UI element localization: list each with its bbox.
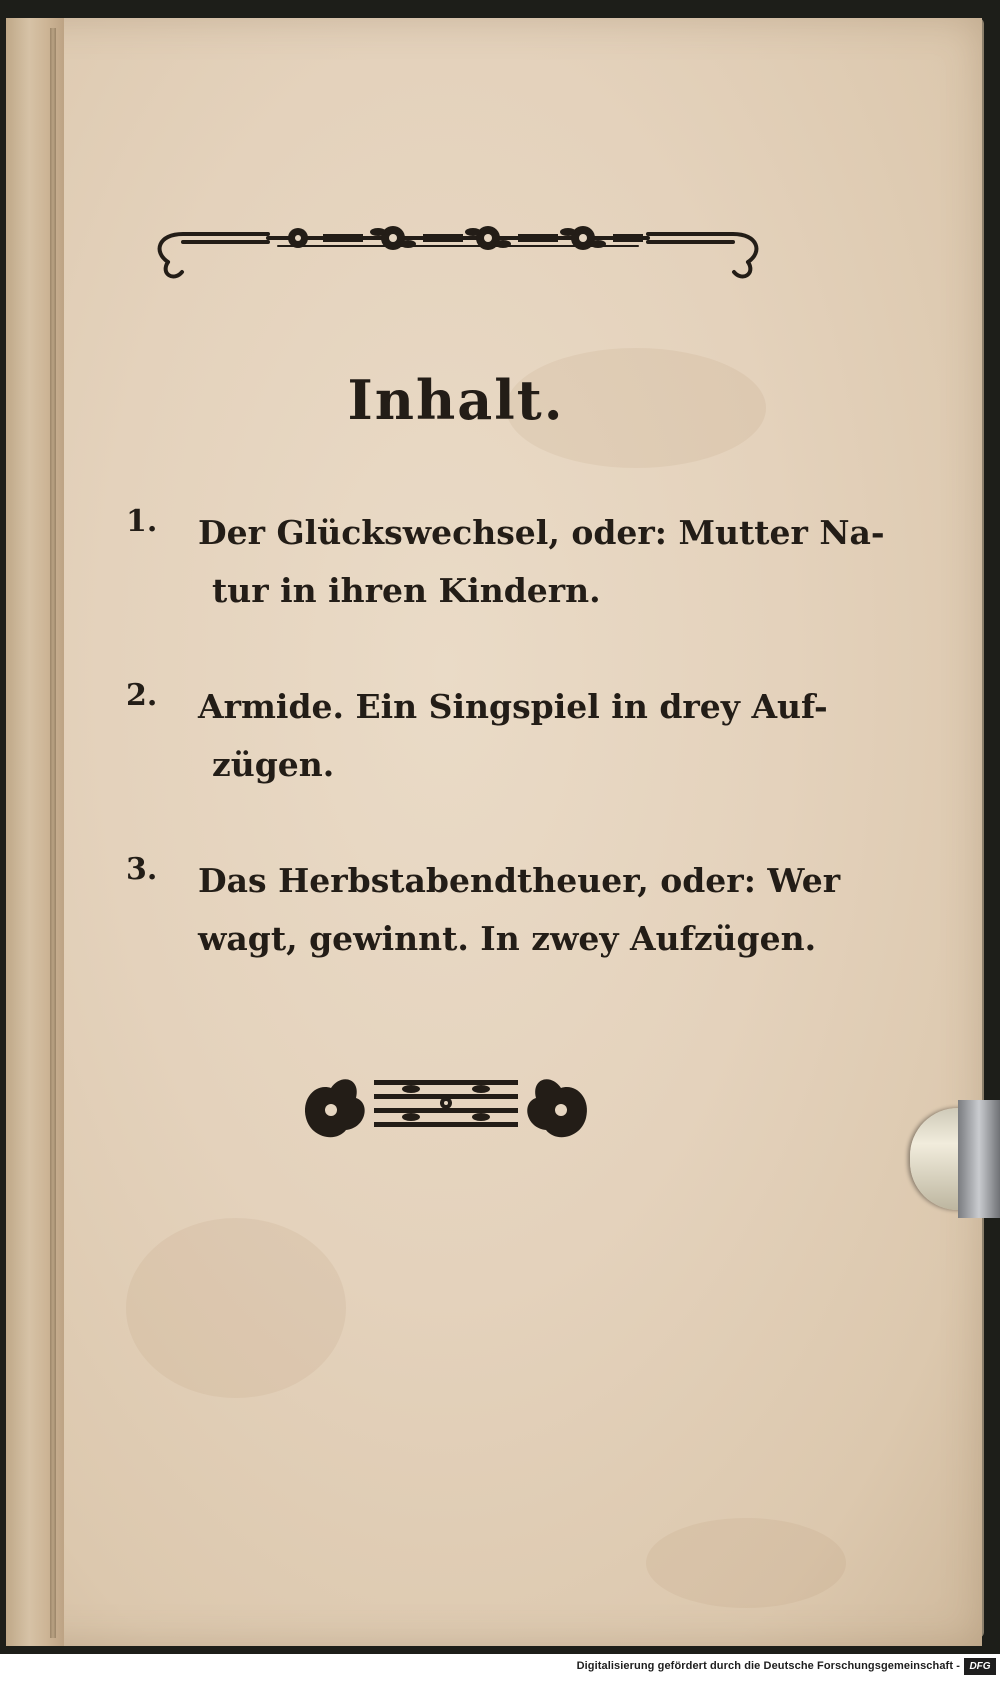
toc-entry-number: 3. [126, 852, 158, 887]
toc-entry-text [198, 504, 885, 620]
toc-entry-number: 2. [126, 678, 158, 713]
page-title: Inhalt. [347, 368, 565, 432]
toc-entry-text [198, 852, 841, 968]
paper-stain [126, 1218, 346, 1398]
toc-entry-text [198, 678, 828, 794]
scroll-vignette-ornament [148, 222, 768, 292]
toc-entry [126, 852, 841, 968]
toc-entry-line: Armide. Ein Singspiel in drey Auf- [198, 687, 828, 726]
binding-fold-line [50, 28, 56, 1638]
toc-entry [126, 504, 885, 620]
toc-entry-line: Das Herbstabendtheuer, oder: Wer [198, 861, 841, 900]
toc-entry-line: zügen. [212, 745, 335, 784]
toc-entry-line: wagt, gewinnt. In zwey Aufzügen. [198, 919, 817, 958]
toc-entry [126, 678, 828, 794]
toc-entry-number: 1. [126, 504, 158, 539]
book-page [6, 18, 982, 1646]
scan-footer [0, 1654, 1000, 1681]
toc-entry-line: Der Glückswechsel, oder: Mutter Na- [198, 513, 885, 552]
dfg-logo: DFG [964, 1658, 996, 1675]
toc-entry-line: tur in ihren Kindern. [212, 571, 601, 610]
table-of-contents [126, 504, 885, 1026]
floral-tailpiece-ornament [296, 1058, 596, 1148]
footer-credit: Digitalisierung gefördert durch die Deutsche Forschungsgemeinschaft - [576, 1660, 960, 1672]
paper-stain [646, 1518, 846, 1608]
page-marker-clip [958, 1100, 1000, 1218]
